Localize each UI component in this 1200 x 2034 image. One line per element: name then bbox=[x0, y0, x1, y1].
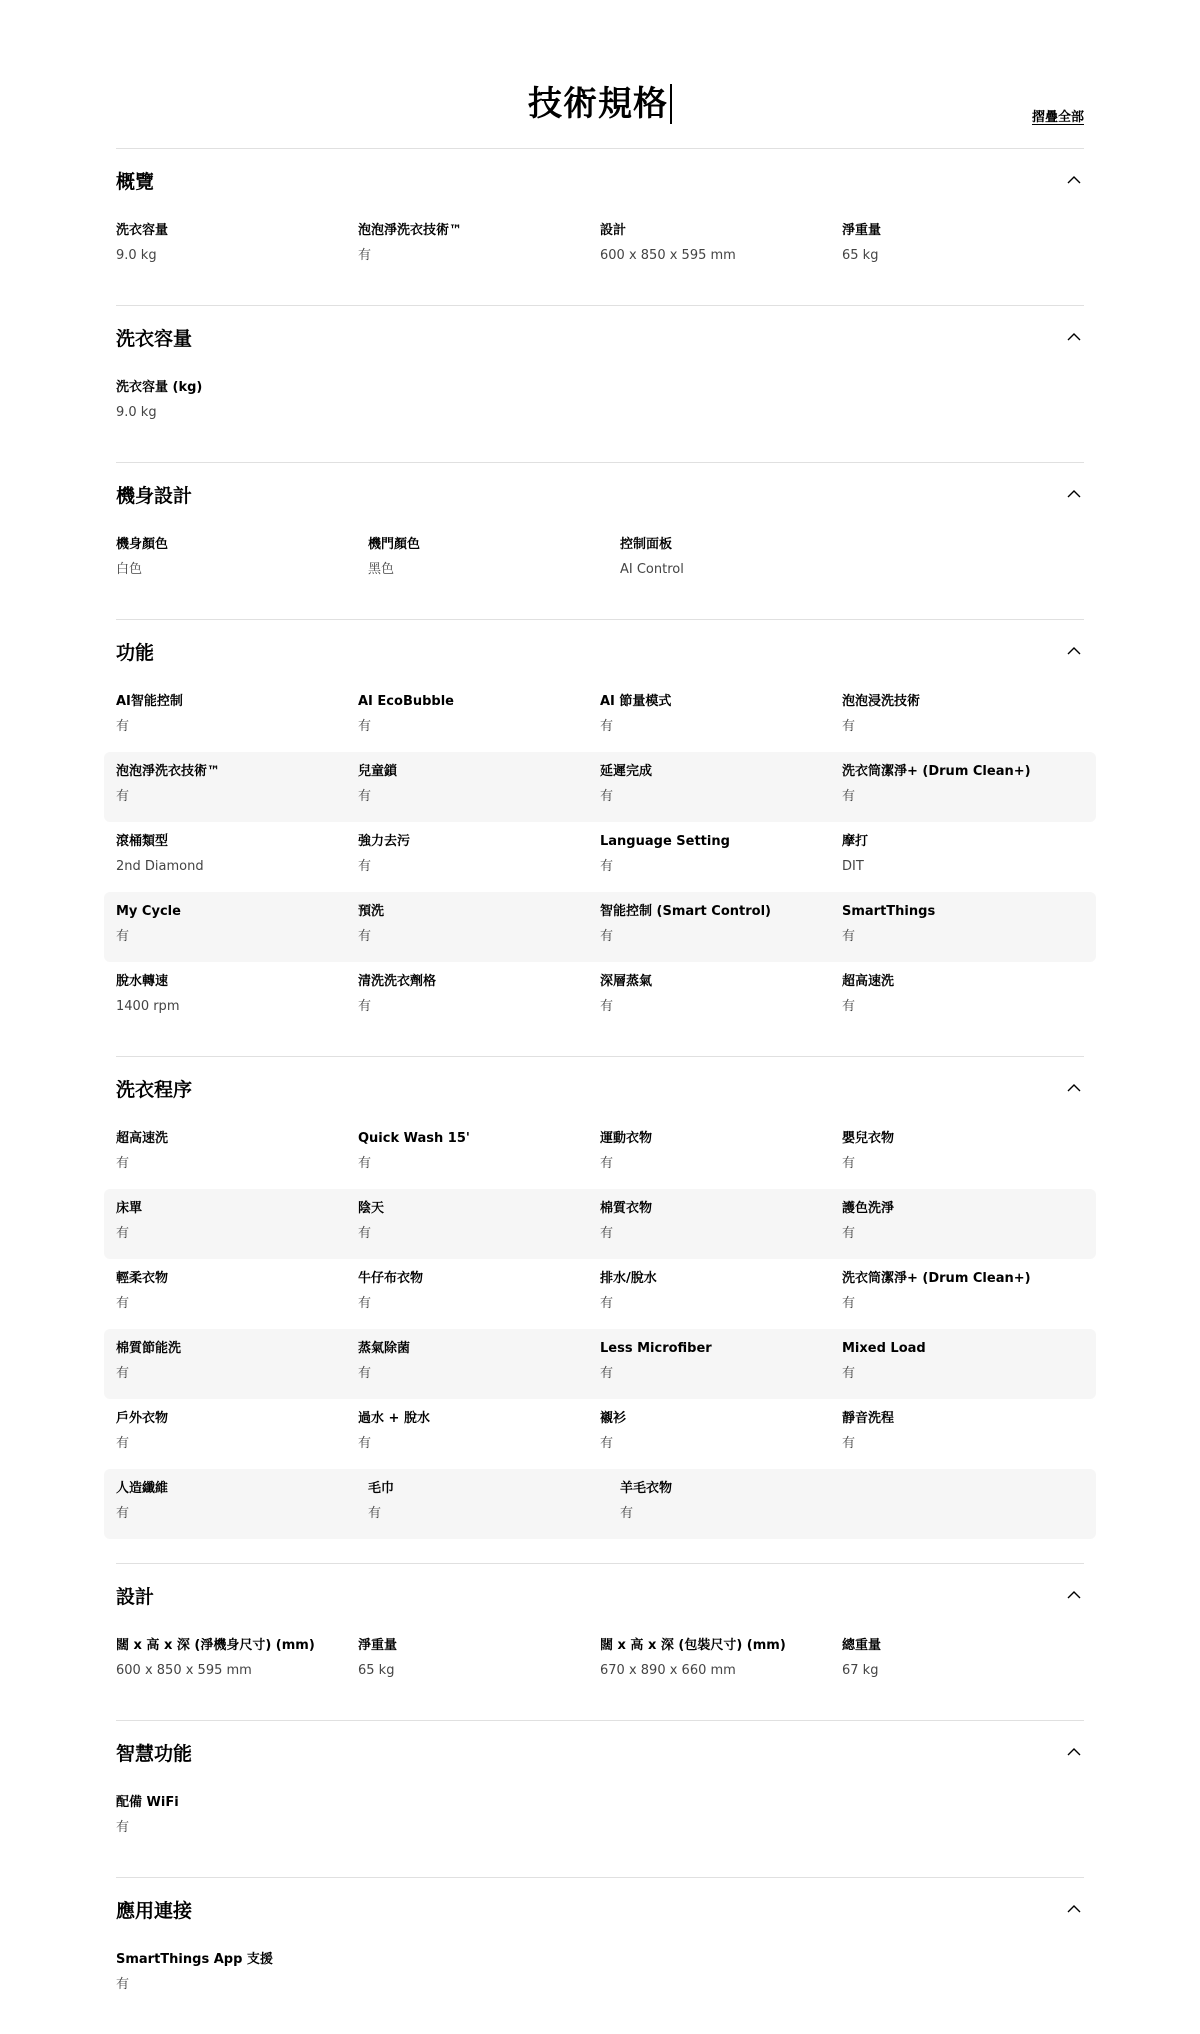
spec-value: 白色 bbox=[116, 562, 143, 577]
spec-label: Language Setting bbox=[600, 834, 730, 849]
spec-value: 有 bbox=[358, 1366, 372, 1381]
spec-label: 超高速洗 bbox=[842, 974, 895, 989]
spec-label: 運動衣物 bbox=[600, 1131, 653, 1146]
section-header[interactable] bbox=[116, 149, 1084, 211]
spec-item bbox=[116, 211, 358, 281]
spec-row bbox=[104, 892, 1096, 962]
spec-value: 有 bbox=[600, 1296, 614, 1311]
page-title: 技術規格 bbox=[528, 84, 672, 124]
spec-value: 有 bbox=[842, 1156, 856, 1171]
chevron-up-icon[interactable] bbox=[1066, 1901, 1082, 1917]
chevron-up-icon[interactable] bbox=[1066, 1587, 1082, 1603]
spec-item bbox=[368, 1469, 620, 1539]
spec-item bbox=[116, 752, 358, 822]
spec-label: 棉質節能洗 bbox=[116, 1341, 182, 1356]
spec-label: 強力去污 bbox=[358, 834, 411, 849]
spec-item bbox=[116, 1189, 358, 1259]
spec-item bbox=[600, 962, 842, 1032]
spec-value: 2nd Diamond bbox=[116, 859, 204, 874]
spec-label: AI EcoBubble bbox=[358, 694, 454, 709]
spec-item bbox=[842, 1119, 1084, 1189]
spec-rows bbox=[116, 211, 1084, 281]
spec-value: 1400 rpm bbox=[116, 999, 180, 1014]
spec-row bbox=[104, 1626, 1096, 1696]
spec-section bbox=[116, 619, 1084, 1056]
spec-label: Mixed Load bbox=[842, 1341, 926, 1356]
spec-item bbox=[620, 525, 872, 595]
spec-label: 淨重量 bbox=[842, 223, 882, 238]
spec-value: 有 bbox=[600, 859, 614, 874]
spec-item bbox=[358, 962, 600, 1032]
spec-item bbox=[842, 962, 1084, 1032]
spec-value: 有 bbox=[600, 719, 614, 734]
spec-item bbox=[600, 1626, 842, 1696]
spec-label: 靜音洗程 bbox=[842, 1411, 895, 1426]
collapse-all-link[interactable]: 摺疊全部 bbox=[1031, 110, 1084, 125]
spec-value: 黑色 bbox=[368, 562, 395, 577]
spec-value: 有 bbox=[358, 999, 372, 1014]
spec-value: 有 bbox=[116, 1226, 130, 1241]
spec-label: 蒸氣除菌 bbox=[358, 1341, 411, 1356]
spec-value: 有 bbox=[842, 1226, 856, 1241]
spec-item bbox=[358, 1329, 600, 1399]
spec-value: 有 bbox=[358, 1436, 372, 1451]
section-header[interactable] bbox=[116, 1564, 1084, 1626]
spec-value: 600 x 850 x 595 mm bbox=[116, 1663, 252, 1678]
spec-row bbox=[104, 1189, 1096, 1259]
spec-row bbox=[104, 368, 1096, 438]
spec-value: 有 bbox=[116, 1296, 130, 1311]
section-title: 洗衣容量 bbox=[116, 327, 193, 350]
chevron-up-icon[interactable] bbox=[1066, 643, 1082, 659]
spec-item bbox=[842, 822, 1084, 892]
spec-section bbox=[116, 1877, 1084, 2034]
spec-item bbox=[600, 1189, 842, 1259]
spec-label: 戶外衣物 bbox=[116, 1411, 169, 1426]
spec-rows bbox=[116, 1783, 1084, 1853]
spec-value: 有 bbox=[620, 1506, 634, 1521]
spec-value: 有 bbox=[842, 1366, 856, 1381]
spec-label: AI智能控制 bbox=[116, 694, 183, 709]
spec-item bbox=[358, 682, 600, 752]
section-title: 設計 bbox=[116, 1585, 155, 1608]
spec-value: 有 bbox=[358, 248, 372, 263]
section-header[interactable] bbox=[116, 463, 1084, 525]
spec-label: 機門顏色 bbox=[368, 537, 421, 552]
spec-label: 脫水轉速 bbox=[116, 974, 169, 989]
spec-item bbox=[842, 1329, 1084, 1399]
spec-label: 深層蒸氣 bbox=[600, 974, 653, 989]
spec-value: 有 bbox=[368, 1506, 382, 1521]
spec-value: 有 bbox=[358, 789, 372, 804]
spec-label: 過水 + 脫水 bbox=[358, 1411, 430, 1426]
spec-label: 滾桶類型 bbox=[116, 834, 169, 849]
spec-value: 有 bbox=[842, 719, 856, 734]
spec-item bbox=[116, 1399, 358, 1469]
spec-row bbox=[104, 1469, 1096, 1539]
spec-item bbox=[600, 892, 842, 962]
spec-item bbox=[358, 1626, 600, 1696]
spec-label: 洗衣筒潔淨+ (Drum Clean+) bbox=[842, 1271, 1031, 1286]
spec-item bbox=[842, 1189, 1084, 1259]
spec-value: 有 bbox=[842, 1296, 856, 1311]
spec-value: 有 bbox=[358, 1156, 372, 1171]
chevron-up-icon[interactable] bbox=[1066, 1080, 1082, 1096]
spec-label: 排水/脫水 bbox=[600, 1271, 657, 1286]
spec-label: 嬰兒衣物 bbox=[842, 1131, 895, 1146]
spec-item bbox=[358, 892, 600, 962]
spec-value: 670 x 890 x 660 mm bbox=[600, 1663, 736, 1678]
section-header[interactable] bbox=[116, 306, 1084, 368]
spec-value: 有 bbox=[116, 719, 130, 734]
spec-item bbox=[358, 822, 600, 892]
spec-item bbox=[116, 962, 358, 1032]
spec-value: 有 bbox=[358, 929, 372, 944]
spec-value: 有 bbox=[116, 1366, 130, 1381]
spec-row bbox=[104, 1399, 1096, 1469]
spec-item bbox=[600, 1259, 842, 1329]
spec-label: 總重量 bbox=[842, 1638, 882, 1653]
spec-value: 有 bbox=[358, 1296, 372, 1311]
spec-value: 有 bbox=[358, 859, 372, 874]
chevron-up-icon[interactable] bbox=[1066, 172, 1082, 188]
spec-value: 有 bbox=[600, 1226, 614, 1241]
spec-label: 人造纖維 bbox=[116, 1481, 169, 1496]
spec-item bbox=[358, 211, 600, 281]
spec-item bbox=[116, 1626, 358, 1696]
spec-item bbox=[600, 1399, 842, 1469]
spec-value: 有 bbox=[116, 1820, 130, 1835]
spec-label: 洗衣容量 (kg) bbox=[116, 380, 203, 395]
spec-value: 有 bbox=[600, 789, 614, 804]
section-title: 機身設計 bbox=[116, 484, 193, 507]
spec-value: 有 bbox=[358, 1226, 372, 1241]
spec-value: 67 kg bbox=[842, 1663, 879, 1678]
spec-value: 600 x 850 x 595 mm bbox=[600, 248, 736, 263]
spec-row bbox=[104, 962, 1096, 1032]
spec-value: 有 bbox=[600, 999, 614, 1014]
spec-item bbox=[116, 682, 358, 752]
section-title: 應用連接 bbox=[116, 1899, 193, 1922]
spec-item bbox=[842, 752, 1084, 822]
spec-label: SmartThings bbox=[842, 904, 936, 919]
section-header[interactable] bbox=[116, 620, 1084, 682]
spec-item bbox=[600, 682, 842, 752]
spec-row bbox=[104, 211, 1096, 281]
spec-item bbox=[358, 1119, 600, 1189]
spec-label: SmartThings App 支援 bbox=[116, 1952, 273, 1967]
spec-label: 泡泡淨洗衣技術™ bbox=[358, 223, 463, 238]
spec-item bbox=[116, 1119, 358, 1189]
spec-rows bbox=[116, 525, 1084, 595]
section-header[interactable] bbox=[116, 1721, 1084, 1783]
spec-value: 有 bbox=[358, 719, 372, 734]
spec-item bbox=[600, 1329, 842, 1399]
title-wrap bbox=[0, 84, 1200, 124]
spec-value: 65 kg bbox=[842, 248, 879, 263]
spec-rows bbox=[116, 1626, 1084, 1696]
section-title: 智慧功能 bbox=[116, 1742, 193, 1765]
spec-label: 控制面板 bbox=[620, 537, 673, 552]
spec-section bbox=[116, 462, 1084, 619]
spec-label: 摩打 bbox=[842, 834, 869, 849]
spec-row bbox=[104, 525, 1096, 595]
spec-label: Less Microfiber bbox=[600, 1341, 712, 1356]
spec-value: 9.0 kg bbox=[116, 405, 157, 420]
spec-value: 有 bbox=[600, 929, 614, 944]
spec-item bbox=[842, 892, 1084, 962]
spec-item bbox=[842, 211, 1084, 281]
spec-section bbox=[116, 305, 1084, 462]
spec-item bbox=[600, 822, 842, 892]
spec-label: 機身顏色 bbox=[116, 537, 169, 552]
spec-label: 配備 WiFi bbox=[116, 1795, 179, 1810]
spec-rows bbox=[116, 1940, 1084, 2010]
spec-item bbox=[358, 752, 600, 822]
spec-item bbox=[600, 211, 842, 281]
spec-item bbox=[358, 1259, 600, 1329]
spec-label: AI 節量模式 bbox=[600, 694, 672, 709]
spec-item bbox=[116, 892, 358, 962]
chevron-up-icon[interactable] bbox=[1066, 1744, 1082, 1760]
spec-label: 泡泡浸洗技術 bbox=[842, 694, 921, 709]
spec-label: 淨重量 bbox=[358, 1638, 398, 1653]
spec-label: 毛巾 bbox=[368, 1481, 395, 1496]
spec-item bbox=[358, 1399, 600, 1469]
spec-item bbox=[842, 1399, 1084, 1469]
spec-rows bbox=[116, 368, 1084, 438]
spec-item bbox=[842, 1259, 1084, 1329]
spec-value: DIT bbox=[842, 859, 864, 874]
spec-item bbox=[116, 368, 368, 438]
spec-row bbox=[104, 682, 1096, 752]
spec-item bbox=[116, 1940, 368, 2010]
spec-item bbox=[358, 1189, 600, 1259]
spec-label: 陰天 bbox=[358, 1201, 385, 1216]
spec-value: 有 bbox=[116, 1156, 130, 1171]
spec-label: 棉質衣物 bbox=[600, 1201, 653, 1216]
spec-value: 65 kg bbox=[358, 1663, 395, 1678]
spec-value: 有 bbox=[842, 1436, 856, 1451]
spec-label: 闊 x 高 x 深 (淨機身尺寸) (mm) bbox=[116, 1638, 315, 1653]
spec-label: 襯衫 bbox=[600, 1411, 627, 1426]
spec-value: 有 bbox=[116, 789, 130, 804]
spec-item bbox=[116, 1259, 358, 1329]
spec-label: 洗衣容量 bbox=[116, 223, 169, 238]
spec-label: 牛仔布衣物 bbox=[358, 1271, 424, 1286]
spec-value: 有 bbox=[842, 999, 856, 1014]
spec-label: 護色洗淨 bbox=[842, 1201, 895, 1216]
spec-sections bbox=[116, 148, 1084, 2034]
spec-rows bbox=[116, 1119, 1084, 1539]
spec-value: 有 bbox=[600, 1366, 614, 1381]
spec-label: 洗衣筒潔淨+ (Drum Clean+) bbox=[842, 764, 1031, 779]
spec-rows bbox=[116, 682, 1084, 1032]
spec-row bbox=[104, 1119, 1096, 1189]
spec-label: 智能控制 (Smart Control) bbox=[600, 904, 771, 919]
spec-item bbox=[116, 822, 358, 892]
spec-item bbox=[842, 1626, 1084, 1696]
spec-section bbox=[116, 1056, 1084, 1563]
spec-row bbox=[104, 1329, 1096, 1399]
spec-value: 有 bbox=[116, 1506, 130, 1521]
spec-value: 9.0 kg bbox=[116, 248, 157, 263]
spec-section bbox=[116, 1720, 1084, 1877]
spec-value: 有 bbox=[116, 929, 130, 944]
spec-value: 有 bbox=[600, 1156, 614, 1171]
chevron-up-icon[interactable] bbox=[1066, 329, 1082, 345]
spec-label: 兒童鎖 bbox=[358, 764, 398, 779]
spec-value: 有 bbox=[842, 789, 856, 804]
spec-label: 輕柔衣物 bbox=[116, 1271, 169, 1286]
spec-label: Quick Wash 15' bbox=[358, 1131, 470, 1146]
section-title: 概覽 bbox=[116, 170, 155, 193]
spec-value: 有 bbox=[842, 929, 856, 944]
spec-label: 羊毛衣物 bbox=[620, 1481, 673, 1496]
spec-item bbox=[116, 525, 368, 595]
spec-row bbox=[104, 1259, 1096, 1329]
spec-value: 有 bbox=[600, 1436, 614, 1451]
section-header[interactable] bbox=[116, 1057, 1084, 1119]
spec-row bbox=[104, 1940, 1096, 2010]
section-title: 功能 bbox=[116, 641, 155, 664]
spec-item bbox=[116, 1783, 368, 1853]
spec-label: 延遲完成 bbox=[600, 764, 653, 779]
spec-item bbox=[600, 1119, 842, 1189]
spec-row bbox=[104, 1783, 1096, 1853]
spec-value: AI Control bbox=[620, 562, 684, 577]
spec-label: 設計 bbox=[600, 223, 627, 238]
spec-item bbox=[620, 1469, 872, 1539]
spec-label: 預洗 bbox=[358, 904, 385, 919]
spec-item bbox=[600, 752, 842, 822]
spec-section bbox=[116, 1563, 1084, 1720]
spec-value: 有 bbox=[116, 1436, 130, 1451]
spec-section bbox=[116, 148, 1084, 305]
spec-row bbox=[104, 822, 1096, 892]
spec-item bbox=[116, 1469, 368, 1539]
spec-item bbox=[368, 525, 620, 595]
chevron-up-icon[interactable] bbox=[1066, 486, 1082, 502]
spec-label: 闊 x 高 x 深 (包裝尺寸) (mm) bbox=[600, 1638, 786, 1653]
spec-item bbox=[842, 682, 1084, 752]
spec-label: 清洗洗衣劑格 bbox=[358, 974, 437, 989]
spec-row bbox=[104, 752, 1096, 822]
spec-label: 超高速洗 bbox=[116, 1131, 169, 1146]
section-header[interactable] bbox=[116, 1878, 1084, 1940]
spec-label: My Cycle bbox=[116, 904, 181, 919]
spec-item bbox=[116, 1329, 358, 1399]
spec-value: 有 bbox=[116, 1977, 130, 1992]
spec-label: 泡泡淨洗衣技術™ bbox=[116, 764, 221, 779]
spec-label: 床單 bbox=[116, 1201, 143, 1216]
section-title: 洗衣程序 bbox=[116, 1078, 193, 1101]
